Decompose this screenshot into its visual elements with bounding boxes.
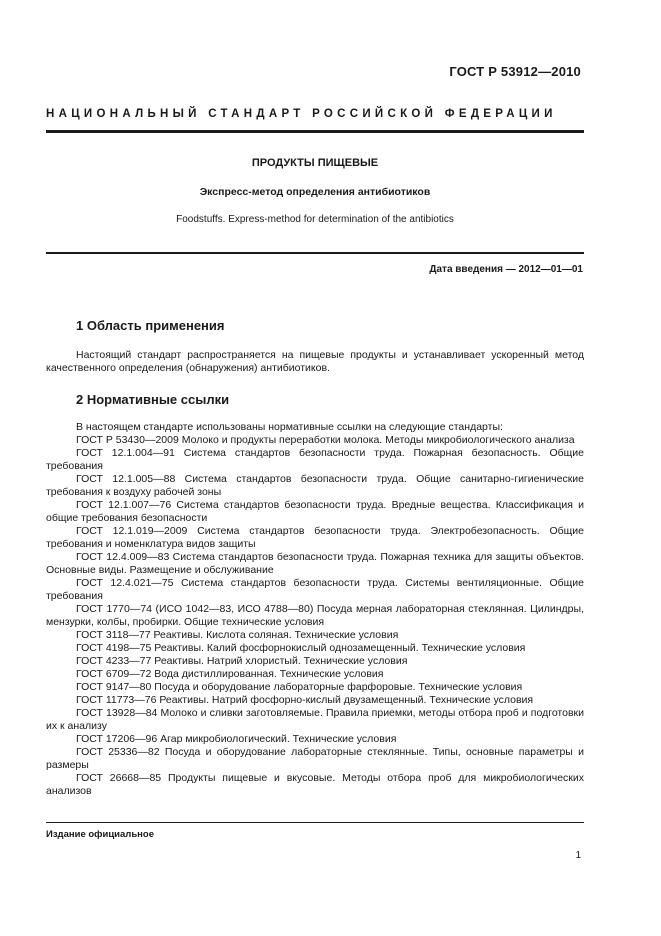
national-standard-heading: НАЦИОНАЛЬНЫЙ СТАНДАРТ РОССИЙСКОЙ ФЕДЕРАЦИИ (46, 108, 557, 120)
reference-item: ГОСТ 11773—76 Реактивы. Натрий фосфорно-кислый двузамещенный. Технические условия (76, 694, 534, 706)
reference-item: ГОСТ 6709—72 Вода дистиллированная. Технические условия (76, 668, 384, 680)
reference-item: ГОСТ 9147—80 Посуда и оборудование лабораторные фарфоровые. Технические условия (76, 681, 523, 693)
header-rule (46, 130, 584, 133)
title-rule (46, 252, 584, 254)
english-title: Foodstuffs. Express-method for determination of the antibiotics (176, 214, 454, 225)
reference-item: ГОСТ 12.1.004—91 Система стандартов безопасности труда. Пожарная безопасность. Общие требования (46, 447, 584, 472)
reference-item: ГОСТ 17206—96 Агар микробиологический. Технические условия (76, 733, 397, 745)
reference-item: ГОСТ 12.1.007—76 Система стандартов безопасности труда. Вредные вещества. Классификация и общие требования безопасности (46, 499, 584, 524)
edition-label: Издание официальное (46, 829, 154, 840)
section-2-title: 2 Нормативные ссылки (76, 392, 230, 407)
footer-rule (46, 822, 584, 823)
document-subtitle: Экспресс-метод определения антибиотиков (199, 186, 431, 198)
introduction-date: Дата введения — 2012—01—01 (429, 264, 583, 275)
normative-references-list (46, 421, 584, 798)
reference-item: ГОСТ 3118—77 Реактивы. Кислота соляная. Технические условия (76, 629, 399, 641)
reference-item: ГОСТ 12.4.021—75 Система стандартов безопасности труда. Системы вентиляционные. Общие требования (46, 577, 584, 602)
document-code: ГОСТ Р 53912—2010 (449, 64, 581, 79)
reference-item: ГОСТ 25336—82 Посуда и оборудование лабораторные стеклянные. Типы, основные параметры и размеры (46, 746, 584, 771)
section-1-paragraph: Настоящий стандарт распространяется на пищевые продукты и устанавливает ускоренный метод качественного определения (обнаружения) антибиотиков. (46, 349, 584, 374)
reference-item: ГОСТ 12.4.009—83 Система стандартов безопасности труда. Пожарная техника для защиты объектов. Основные виды. Размещение и обслуживание (46, 551, 584, 576)
reference-item: ГОСТ 4233—77 Реактивы. Натрий хлористый. Технические условия (76, 655, 408, 667)
reference-item: ГОСТ 1770—74 (ИСО 1042—83, ИСО 4788—80) Посуда мерная лабораторная стеклянная. Цилиндры, мензурки, колбы, пробирки. Общие технические условия (46, 603, 584, 628)
reference-item: ГОСТ 4198—75 Реактивы. Калий фосфорнокислый однозамещенный. Технические условия (76, 642, 526, 654)
reference-item: ГОСТ 13928—84 Молоко и сливки заготовляемые. Правила приемки, методы отбора проб и подготовки их к анализу (46, 707, 584, 732)
section-1-title: 1 Область применения (76, 318, 225, 333)
reference-item: ГОСТ Р 53430—2009 Молоко и продукты переработки молока. Методы микробиологического анализа (76, 434, 575, 446)
page-number: 1 (575, 850, 581, 861)
references-intro: В настоящем стандарте использованы нормативные ссылки на следующие стандарты: (76, 421, 503, 433)
reference-item: ГОСТ 26668—85 Продукты пищевые и вкусовые. Методы отбора проб для микробиологических анализов (46, 772, 584, 797)
document-title: ПРОДУКТЫ ПИЩЕВЫЕ (251, 157, 379, 169)
reference-item: ГОСТ 12.1.005—88 Система стандартов безопасности труда. Общие санитарно-гигиенические требования к воздуху рабочей зоны (46, 473, 584, 498)
section-1-body (46, 349, 584, 375)
reference-item: ГОСТ 12.1.019—2009 Система стандартов безопасности труда. Электробезопасность. Общие требования и номенклатура видов защиты (46, 525, 584, 550)
